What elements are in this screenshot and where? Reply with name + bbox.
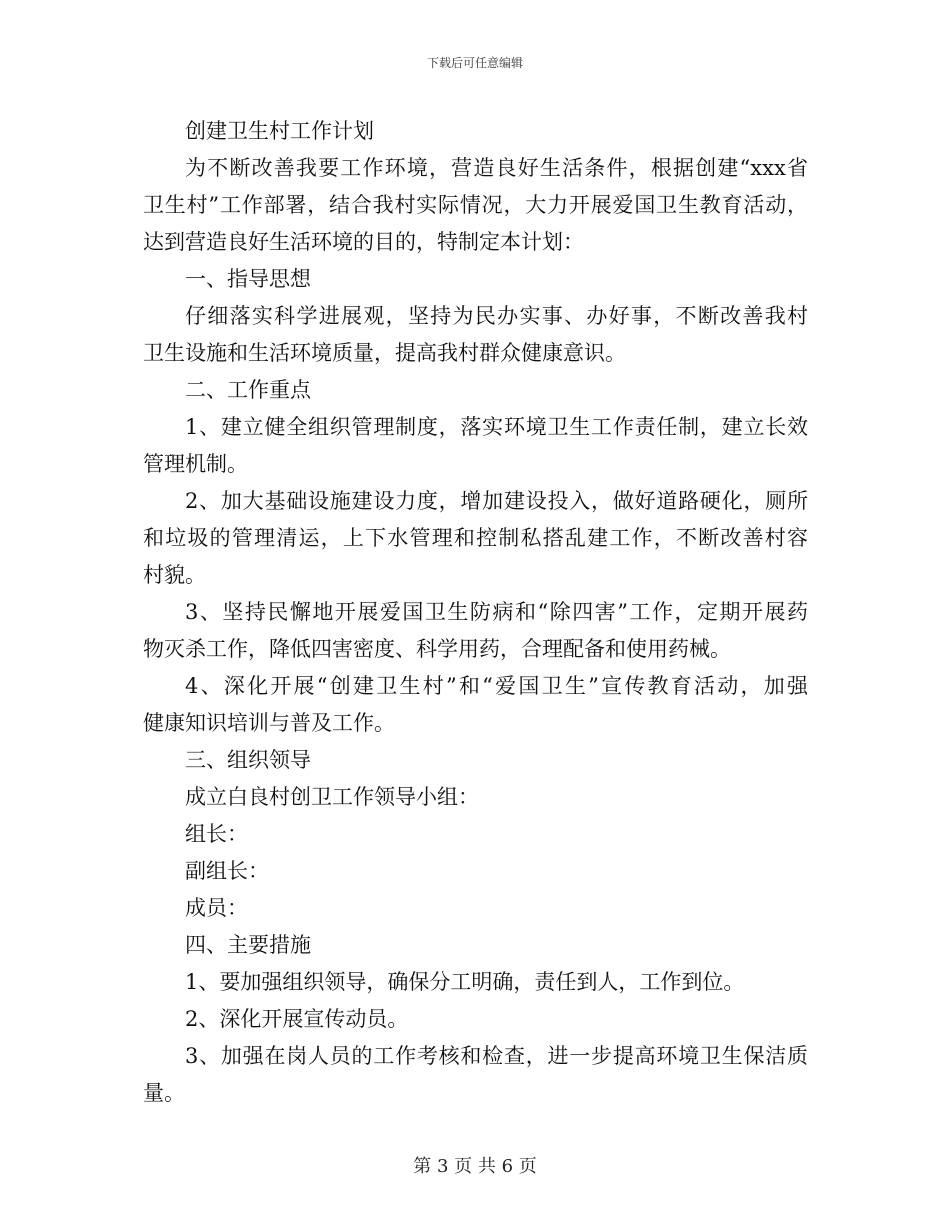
- text-line: 管理机制。: [143, 452, 248, 476]
- text-line: 为不断改善我要工作环境，营造良好生活条件，根据创建“xxx省: [185, 156, 808, 180]
- text-line: 3、加强在岗人员的工作考核和检查，进一步提高环境卫生保洁质: [185, 1044, 808, 1068]
- text-line: 和垃圾的管理清运，上下水管理和控制私搭乱建工作，不断改善村容: [143, 526, 808, 550]
- text-line: 二、工作重点: [185, 378, 311, 402]
- text-line: 量。: [143, 1081, 185, 1105]
- text-line: 达到营造良好生活环境的目的，特制定本计划：: [143, 230, 584, 254]
- text-line: 成员：: [185, 896, 248, 920]
- text-line: 健康知识培训与普及工作。: [143, 711, 395, 735]
- text-line: 1、建立健全组织管理制度，落实环境卫生工作责任制，建立长效: [185, 415, 808, 439]
- text-line: 成立白良村创卫工作领导小组：: [185, 785, 479, 809]
- text-line: 仔细落实科学进展观，坚持为民办实事、办好事，不断改善我村: [185, 304, 808, 328]
- text-line: 物灭杀工作，降低四害密度、科学用药，合理配备和使用药械。: [143, 637, 731, 661]
- text-line: 1、要加强组织领导，确保分工明确，责任到人，工作到位。: [185, 970, 745, 994]
- text-line: 一、指导思想: [185, 267, 311, 291]
- text-line: 三、组织领导: [185, 748, 311, 772]
- page-number: 第 3 页 共 6 页: [413, 1156, 537, 1177]
- document-body: [143, 113, 808, 1112]
- text-line: 卫生设施和生活环境质量，提高我村群众健康意识。: [143, 341, 626, 365]
- text-line: 副组长：: [185, 859, 269, 883]
- text-line: 村貌。: [143, 563, 206, 587]
- text-line: 四、主要措施: [185, 933, 311, 957]
- text-line: 卫生村”工作部署，结合我村实际情况，大力开展爱国卫生教育活动，: [143, 193, 808, 217]
- text-line: 3、坚持民懈地开展爱国卫生防病和“除四害”工作，定期开展药: [185, 600, 808, 624]
- page-header-note: 下载后可任意编辑: [426, 56, 523, 70]
- text-line: 组长：: [185, 822, 248, 846]
- text-line: 2、加大基础设施建设力度，增加建设投入，做好道路硬化，厕所: [185, 489, 808, 513]
- text-line: 4、深化开展“创建卫生村”和“爱国卫生”宣传教育活动，加强: [185, 674, 808, 698]
- document-title: 创建卫生村工作计划: [185, 119, 374, 143]
- text-line: 2、深化开展宣传动员。: [185, 1007, 409, 1031]
